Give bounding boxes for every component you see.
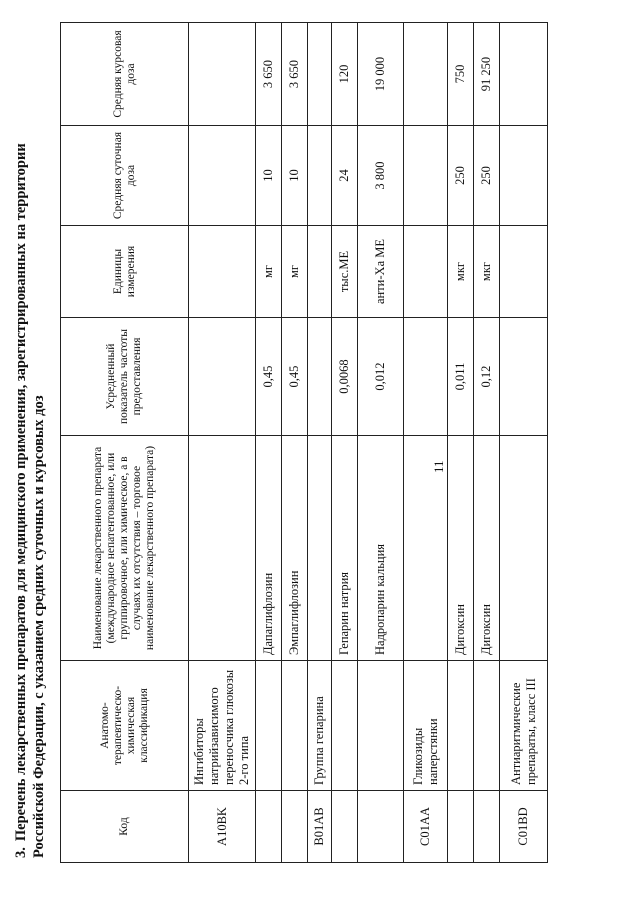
cell-drug: Гепарин натрия bbox=[332, 436, 358, 661]
table-row bbox=[474, 23, 500, 863]
cell-drug: Эмпаглифлозин bbox=[282, 436, 308, 661]
cell-frequency bbox=[308, 318, 332, 436]
cell-unit bbox=[308, 226, 332, 318]
cell-frequency: 0,0068 bbox=[332, 318, 358, 436]
header-course-dose: Средняя курсовая доза bbox=[61, 23, 189, 126]
cell-daily-dose bbox=[500, 126, 548, 226]
cell-code bbox=[282, 791, 308, 863]
table-row bbox=[332, 23, 358, 863]
cell-frequency bbox=[189, 318, 256, 436]
cell-drug bbox=[308, 436, 332, 661]
cell-daily-dose bbox=[404, 126, 448, 226]
heading-number: 3. bbox=[13, 847, 29, 858]
cell-drug: Дигоксин bbox=[448, 436, 474, 661]
cell-daily-dose bbox=[308, 126, 332, 226]
cell-drug: Дапаглифлозин bbox=[256, 436, 282, 661]
heading-line-2: Российской Федерации, с указанием средних суточных и курсовых доз bbox=[31, 395, 47, 858]
cell-drug bbox=[404, 436, 448, 661]
cell-atc bbox=[474, 661, 500, 791]
table-row bbox=[448, 23, 474, 863]
cell-daily-dose bbox=[189, 126, 256, 226]
heading-text-1: Перечень лекарственных препаратов для медицинского применения, зарегистрированных на территории bbox=[13, 143, 29, 842]
cell-course-dose bbox=[500, 23, 548, 126]
cell-code bbox=[256, 791, 282, 863]
header-daily-dose: Средняя суточная доза bbox=[61, 126, 189, 226]
cell-course-dose: 120 bbox=[332, 23, 358, 126]
cell-unit: анти-Ха МЕ bbox=[358, 226, 404, 318]
cell-daily-dose: 24 bbox=[332, 126, 358, 226]
cell-drug: Надропарин кальция bbox=[358, 436, 404, 661]
table-row bbox=[404, 23, 448, 863]
cell-code bbox=[332, 791, 358, 863]
cell-course-dose: 3 650 bbox=[256, 23, 282, 126]
cell-atc: Группа гепарина bbox=[308, 661, 332, 791]
cell-unit bbox=[189, 226, 256, 318]
cell-frequency bbox=[404, 318, 448, 436]
cell-course-dose: 3 650 bbox=[282, 23, 308, 126]
cell-unit: мг bbox=[282, 226, 308, 318]
cell-code: B01AB bbox=[308, 791, 332, 863]
cell-course-dose bbox=[308, 23, 332, 126]
table-row bbox=[189, 23, 256, 863]
cell-atc bbox=[256, 661, 282, 791]
cell-frequency: 0,45 bbox=[256, 318, 282, 436]
cell-frequency: 0,12 bbox=[474, 318, 500, 436]
cell-drug bbox=[500, 436, 548, 661]
cell-atc bbox=[282, 661, 308, 791]
cell-code bbox=[474, 791, 500, 863]
cell-daily-dose: 10 bbox=[282, 126, 308, 226]
cell-code: C01BD bbox=[500, 791, 548, 863]
cell-course-dose: 19 000 bbox=[358, 23, 404, 126]
cell-frequency: 0,011 bbox=[448, 318, 474, 436]
drug-table bbox=[60, 22, 548, 863]
header-code: Код bbox=[61, 791, 189, 863]
cell-daily-dose: 250 bbox=[474, 126, 500, 226]
cell-course-dose: 91 250 bbox=[474, 23, 500, 126]
cell-frequency bbox=[500, 318, 548, 436]
cell-daily-dose: 250 bbox=[448, 126, 474, 226]
cell-code bbox=[358, 791, 404, 863]
header-row bbox=[61, 23, 189, 863]
cell-daily-dose: 10 bbox=[256, 126, 282, 226]
cell-course-dose bbox=[189, 23, 256, 126]
cell-atc bbox=[332, 661, 358, 791]
cell-frequency: 0,45 bbox=[282, 318, 308, 436]
cell-drug bbox=[189, 436, 256, 661]
page-number: 11 bbox=[431, 460, 446, 473]
header-frequency: Усредненный показатель частоты предоставления bbox=[61, 318, 189, 436]
section-heading bbox=[12, 18, 48, 858]
cell-unit: мкг bbox=[474, 226, 500, 318]
cell-code: A10BK bbox=[189, 791, 256, 863]
cell-code bbox=[448, 791, 474, 863]
header-atc: Анатомо-терапевтическо-химическая классификация bbox=[61, 661, 189, 791]
cell-unit: мг bbox=[256, 226, 282, 318]
cell-atc bbox=[358, 661, 404, 791]
table-row bbox=[282, 23, 308, 863]
cell-atc: Ингибиторы натрийзависимого переносчика глюкозы 2-го типа bbox=[189, 661, 256, 791]
table-row bbox=[256, 23, 282, 863]
cell-daily-dose: 3 800 bbox=[358, 126, 404, 226]
cell-unit bbox=[404, 226, 448, 318]
cell-atc bbox=[448, 661, 474, 791]
cell-unit: мкг bbox=[448, 226, 474, 318]
cell-unit bbox=[500, 226, 548, 318]
cell-drug: Дигоксин bbox=[474, 436, 500, 661]
heading-line-1 bbox=[12, 18, 30, 858]
header-drug: Наименование лекарственного препарата (международное непатентованное, или группировочное, или химическое, а в случаях их отсутствия – торговое наименование лекарственного препарата) bbox=[61, 436, 189, 661]
table-row bbox=[500, 23, 548, 863]
cell-code: C01AA bbox=[404, 791, 448, 863]
cell-unit: тыс.МЕ bbox=[332, 226, 358, 318]
cell-atc: Антиаритмические препараты, класс III bbox=[500, 661, 548, 791]
table-row bbox=[358, 23, 404, 863]
cell-frequency: 0,012 bbox=[358, 318, 404, 436]
cell-course-dose: 750 bbox=[448, 23, 474, 126]
header-unit: Единицы измерения bbox=[61, 226, 189, 318]
table-row bbox=[308, 23, 332, 863]
cell-atc: Гликозиды наперстянки bbox=[404, 661, 448, 791]
cell-course-dose bbox=[404, 23, 448, 126]
